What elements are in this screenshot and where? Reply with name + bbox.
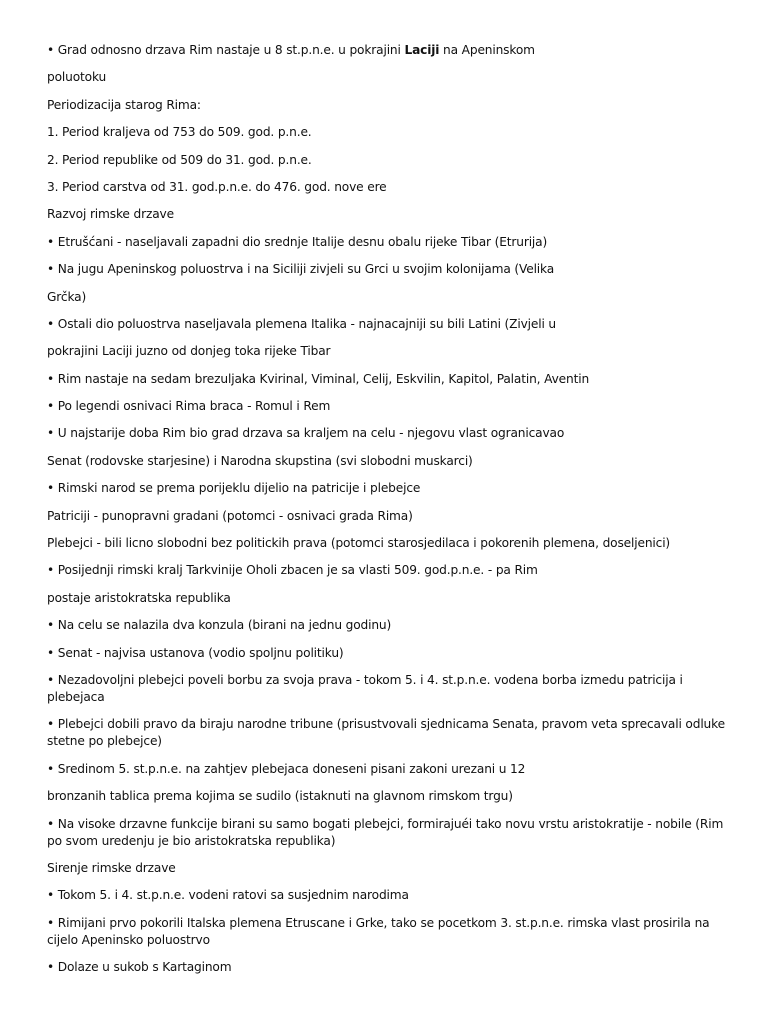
bullet-item: • Na jugu Apeninskog poluostrva i na Siciliji zivjeli su Grci u svojim kolonijama (Velika	[47, 262, 555, 277]
bullet-item: • Dolaze u sukob s Kartaginom	[47, 960, 232, 975]
bullet-item: • Nezadovoljni plebejci poveli borbu za svoja prava - tokom 5. i 4. st.p.n.e. vodena borba izmedu patricija i plebejaca	[47, 672, 683, 704]
text-line: Grčka)	[47, 289, 87, 304]
text-line: Senat (rodovske starjesine) i Narodna skupstina (svi slobodni muskarci)	[47, 453, 473, 468]
text-line: Plebejci - bili licno slobodni bez politickih prava (potomci starosjedilaca i pokorenih plemena, doseljenici)	[47, 536, 671, 551]
bold-term: Laciji	[404, 43, 440, 57]
list-item: 3. Period carstva od 31. god.p.n.e. do 476. god. nove ere	[47, 179, 387, 194]
bullet-item: • Na celu se nalazila dva konzula (birani na jednu godinu)	[47, 618, 392, 633]
text-line: postaje aristokratska republika	[47, 590, 231, 605]
bullet-item: • Posijednji rimski kralj Tarkvinije Oholi zbacen je sa vlasti 509. god.p.n.e. - pa Rim	[47, 563, 538, 578]
bullet-item: • Plebejci dobili pravo da biraju narodne tribune (prisustvovali sjednicama Senata, pravom veta sprecavali odluke stetne po plebejce)	[47, 717, 725, 749]
list-item: 1. Period kraljeva od 753 do 509. god. p.n.e.	[47, 125, 312, 140]
bullet-item: • Sredinom 5. st.p.n.e. na zahtjev plebejaca doneseni pisani zakoni urezani u 12	[47, 761, 526, 776]
text-line: bronzanih tablica prema kojima se sudilo (istaknuti na glavnom rimskom trgu)	[47, 789, 513, 804]
bullet-item: • Po legendi osnivaci Rima braca - Romul i Rem	[47, 399, 331, 414]
bullet-item: • Rim nastaje na sedam brezuljaka Kvirinal, Viminal, Celij, Eskvilin, Kapitol, Palatin, Aventin	[47, 371, 590, 386]
text-line: pokrajini Laciji juzno od donjeg toka rijeke Tibar	[47, 344, 331, 359]
text-line-1: • Grad odnosno drzava Rim nastaje u 8 st.p.n.e. u pokrajini Laciji na Apeninskom	[47, 43, 535, 57]
text-line: Patriciji - punopravni gradani (potomci - osnivaci grada Rima)	[47, 508, 413, 523]
section-heading-expansion: Sirenje rimske drzave	[47, 860, 176, 875]
bullet-item: • Rimski narod se prema porijeklu dijelio na patricije i plebejce	[47, 481, 421, 496]
section-heading-development: Razvoj rimske drzave	[47, 207, 174, 222]
bullet-item: • Senat - najvisa ustanova (vodio spoljnu politiku)	[47, 645, 344, 660]
bullet-item: • Rimijani prvo pokorili Italska plemena Etruscane i Grke, tako se pocetkom 3. st.p.n.e. rimska vlast prosirila na cijelo Apeninsko poluostrvo	[47, 915, 710, 947]
bullet-item: • U najstarije doba Rim bio grad drzava sa kraljem na celu - njegovu vlast ogranicavao	[47, 426, 565, 441]
bullet-item: • Ostali dio poluostrva naseljavala plemena Italika - najnacajniji su bili Latini (Zivjeli u	[47, 316, 556, 331]
document-page	[47, 42, 727, 987]
section-heading-periodization: Periodizacija starog Rima:	[47, 97, 201, 112]
list-item: 2. Period republike od 509 do 31. god. p.n.e.	[47, 152, 312, 167]
bullet-item: • Etrušćani - naseljavali zapadni dio srednje Italije desnu obalu rijeke Tibar (Etrurija)	[47, 234, 548, 249]
text-line: poluotoku	[47, 70, 107, 85]
bullet-item: • Na visoke drzavne funkcije birani su samo bogati plebejci, formirajuéi tako novu vrstu aristokratije - nobile (Rim po svom uredenju je bio aristokratska republika)	[47, 816, 724, 848]
bullet-item: • Tokom 5. i 4. st.p.n.e. vodeni ratovi sa susjednim narodima	[47, 888, 409, 903]
